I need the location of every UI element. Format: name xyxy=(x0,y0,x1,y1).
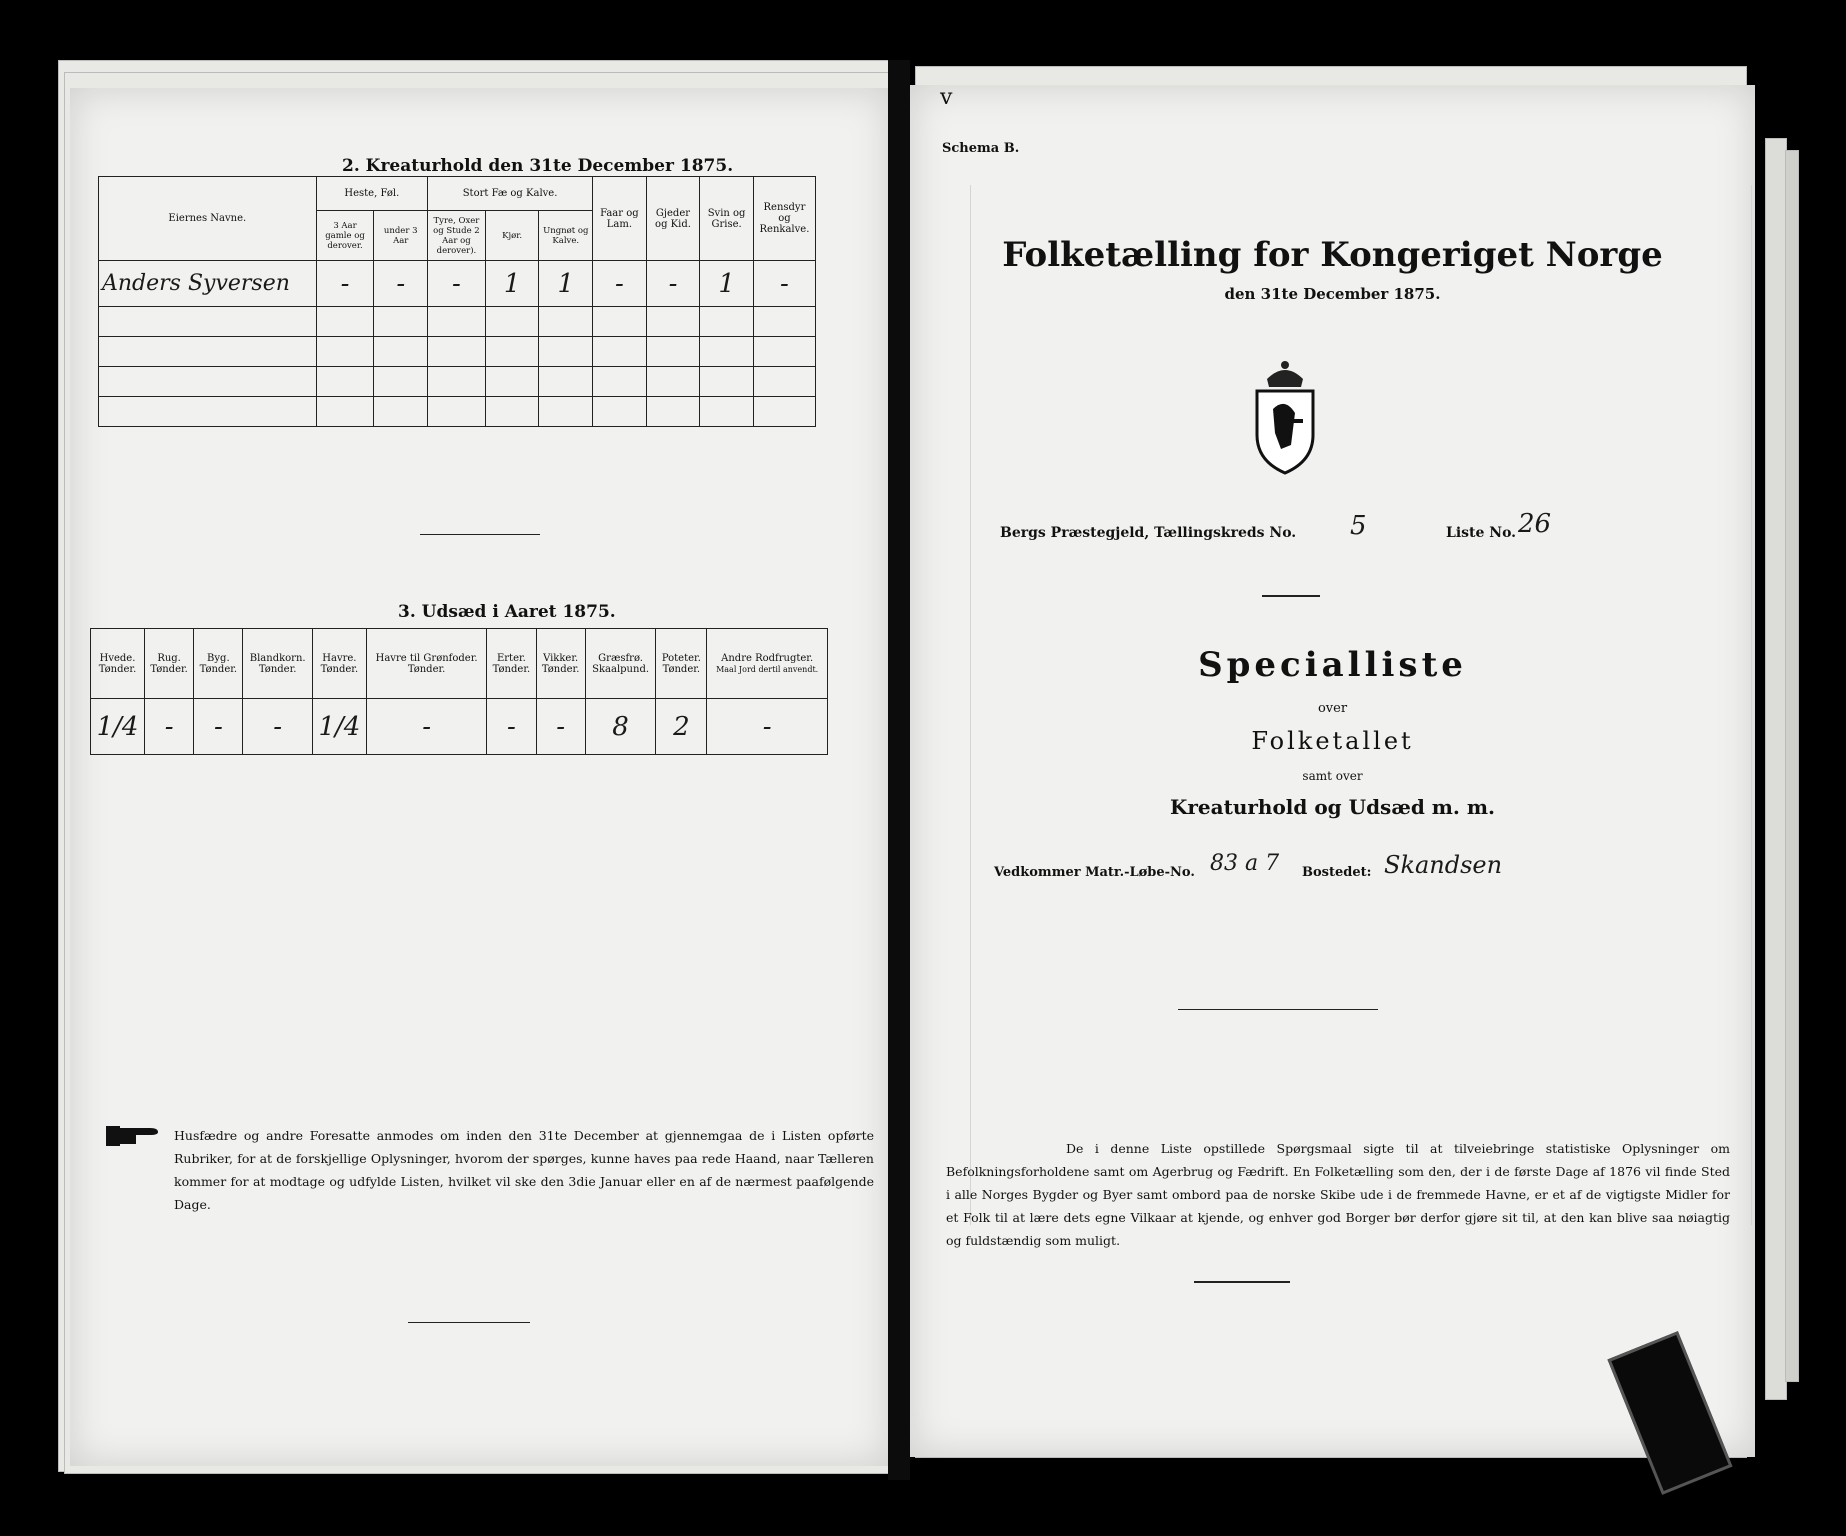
sowing-col xyxy=(656,629,707,699)
cell-pigs: 1 xyxy=(700,261,754,307)
sowing-col-name: Rug. xyxy=(157,652,181,664)
livestock-table xyxy=(98,176,816,427)
book-binding xyxy=(888,60,910,1480)
divider xyxy=(408,1322,530,1323)
sowing-col xyxy=(194,629,243,699)
sowing-col-name: Hvede. xyxy=(99,652,136,664)
table-row xyxy=(99,397,816,427)
cell-horse-old: - xyxy=(316,261,374,307)
sowing-value: 1/4 xyxy=(312,699,366,755)
table-row xyxy=(99,307,816,337)
col-calves: Ungnøt og Kalve. xyxy=(539,211,593,261)
col-pigs: Svin og Grise. xyxy=(700,177,754,261)
samt-over-label: samt over xyxy=(1302,769,1363,783)
table-row xyxy=(99,261,816,307)
sowing-col-unit: Tønder. xyxy=(98,663,137,675)
cell-reindeer: - xyxy=(753,261,815,307)
census-title: Folketælling for Kongeriget Norge xyxy=(1002,235,1663,275)
livestock-heading: 2. Kreaturhold den 31te December 1875. xyxy=(342,156,734,176)
sowing-col-name: Poteter. xyxy=(661,652,701,664)
col-cattle-group: Stort Fæ og Kalve. xyxy=(428,177,593,211)
col-cows: Kjør. xyxy=(485,211,539,261)
sowing-col xyxy=(144,629,193,699)
table-row xyxy=(91,699,828,755)
folketallet-title: Folketallet xyxy=(1251,727,1414,755)
sowing-heading: 3. Udsæd i Aaret 1875. xyxy=(398,602,616,622)
sowing-col xyxy=(585,629,656,699)
divider xyxy=(1194,1281,1290,1283)
sowing-col-unit: Tønder. xyxy=(407,663,446,675)
district-number: 5 xyxy=(1350,511,1367,541)
sowing-col-unit: Tønder. xyxy=(662,663,701,675)
cell-sheep: - xyxy=(593,261,647,307)
matr-label: Vedkommer Matr.-Løbe-No. xyxy=(994,865,1195,880)
sowing-value: - xyxy=(487,699,536,755)
bosted-value: Skandsen xyxy=(1384,851,1503,879)
sowing-value: - xyxy=(366,699,486,755)
sowing-col xyxy=(536,629,585,699)
table-row xyxy=(99,337,816,367)
sowing-col-unit: Tønder. xyxy=(320,663,359,675)
sowing-value: 8 xyxy=(585,699,656,755)
sowing-value: - xyxy=(243,699,312,755)
divider xyxy=(1262,595,1320,597)
instructions-notice: Husfædre og andre Foresatte anmodes om inden den 31te December at gjennemgaa de i Listen opførte Rubriker, for at de forskjellige Oplysninger, hvorom der spørges, kunne haves paa rede Haand, naar Tælleren kommer for at modtage og udfylde Listen, hvilket vil ske den 3die Januar eller en af de nærmest paafølgende Dage. xyxy=(174,1128,874,1212)
sowing-col xyxy=(243,629,312,699)
owner-name: Anders Syversen xyxy=(99,261,317,307)
col-horse-old: 3 Aar gamle og derover. xyxy=(316,211,374,261)
sowing-col xyxy=(91,629,145,699)
sowing-col-unit: Tønder. xyxy=(199,663,238,675)
divider xyxy=(420,534,540,535)
sowing-value: - xyxy=(144,699,193,755)
left-page xyxy=(70,88,890,1466)
divider xyxy=(1178,1009,1378,1010)
sowing-col-unit: Tønder. xyxy=(492,663,531,675)
pointing-hand-icon xyxy=(106,1122,162,1148)
corner-mark: v xyxy=(940,85,953,110)
specialliste-title: Specialliste xyxy=(1198,645,1467,685)
cell-calves: 1 xyxy=(539,261,593,307)
page-edge xyxy=(1765,138,1787,1400)
cell-cows: 1 xyxy=(485,261,539,307)
kreaturhold-title: Kreaturhold og Udsæd m. m. xyxy=(1170,795,1495,819)
sowing-col xyxy=(312,629,366,699)
sowing-col xyxy=(707,629,828,699)
cell-horse-young: - xyxy=(374,261,428,307)
sowing-col-unit: Maal Jord dertil anvendt. xyxy=(716,664,819,674)
sowing-value: - xyxy=(194,699,243,755)
sowing-col xyxy=(487,629,536,699)
schema-label: Schema B. xyxy=(942,141,1020,156)
col-reindeer: Rensdyr og Renkalve. xyxy=(753,177,815,261)
col-horse-group: Heste, Føl. xyxy=(316,177,427,211)
sowing-col-unit: Skaalpund. xyxy=(592,663,650,675)
sowing-col-name: Vikker. xyxy=(543,652,579,664)
coat-of-arms-icon xyxy=(1245,357,1325,477)
page-edge xyxy=(1785,150,1799,1382)
bosted-label: Bostedet: xyxy=(1302,865,1372,880)
right-page xyxy=(910,85,1755,1457)
sowing-col xyxy=(366,629,486,699)
col-goats: Gjeder og Kid. xyxy=(646,177,700,261)
sowing-table xyxy=(90,628,828,755)
sowing-col-name: Havre til Grønfoder. xyxy=(375,652,478,664)
census-date: den 31te December 1875. xyxy=(1224,285,1441,303)
sowing-col-name: Erter. xyxy=(496,652,526,664)
sowing-col-name: Andre Rodfrugter. xyxy=(721,652,814,664)
cell-goats: - xyxy=(646,261,700,307)
col-bulls: Tyre, Oxer og Stude 2 Aar og derover). xyxy=(428,211,486,261)
list-label: Liste No. xyxy=(1446,525,1517,541)
sowing-value: 1/4 xyxy=(91,699,145,755)
sowing-col-name: Byg. xyxy=(207,652,230,664)
sowing-value: - xyxy=(707,699,828,755)
parish-label: Bergs Præstegjeld, Tællingskreds No. xyxy=(1000,525,1297,541)
col-sheep: Faar og Lam. xyxy=(593,177,647,261)
sowing-value: - xyxy=(536,699,585,755)
over-label: over xyxy=(1317,701,1348,716)
table-row xyxy=(99,367,816,397)
cell-bulls: - xyxy=(428,261,486,307)
sowing-value: 2 xyxy=(656,699,707,755)
col-horse-young: under 3 Aar xyxy=(374,211,428,261)
sowing-col-unit: Tønder. xyxy=(258,663,297,675)
sowing-col-name: Blandkorn. xyxy=(249,652,306,664)
sowing-col-unit: Tønder. xyxy=(150,663,188,675)
purpose-text: De i denne Liste opstillede Spørgsmaal sigte til at tilveiebringe statistiske Oplysninger om Befolkningsforholdene samt om Agerbrug og Fædrift. En Folketælling som den, der i de første Dage af 1876 vil finde Sted i alle Norges Bygder og Byer samt ombord paa de norske Skibe ude i de fremmede Havne, er et af de vigtigste Midler for et Folk til at lære dets egne Vilkaar at kjende, og enhver god Borger bør derfor gjøre sit til, at den kan blive saa nøiagtig og fuldstændig som muligt. xyxy=(946,1141,1730,1248)
sowing-col-name: Græsfrø. xyxy=(598,652,643,664)
matr-value: 83 a 7 xyxy=(1210,851,1280,876)
sowing-col-name: Havre. xyxy=(322,652,357,664)
col-owner: Eiernes Navne. xyxy=(99,177,317,261)
list-number: 26 xyxy=(1518,509,1552,539)
sowing-col-unit: Tønder. xyxy=(541,663,580,675)
